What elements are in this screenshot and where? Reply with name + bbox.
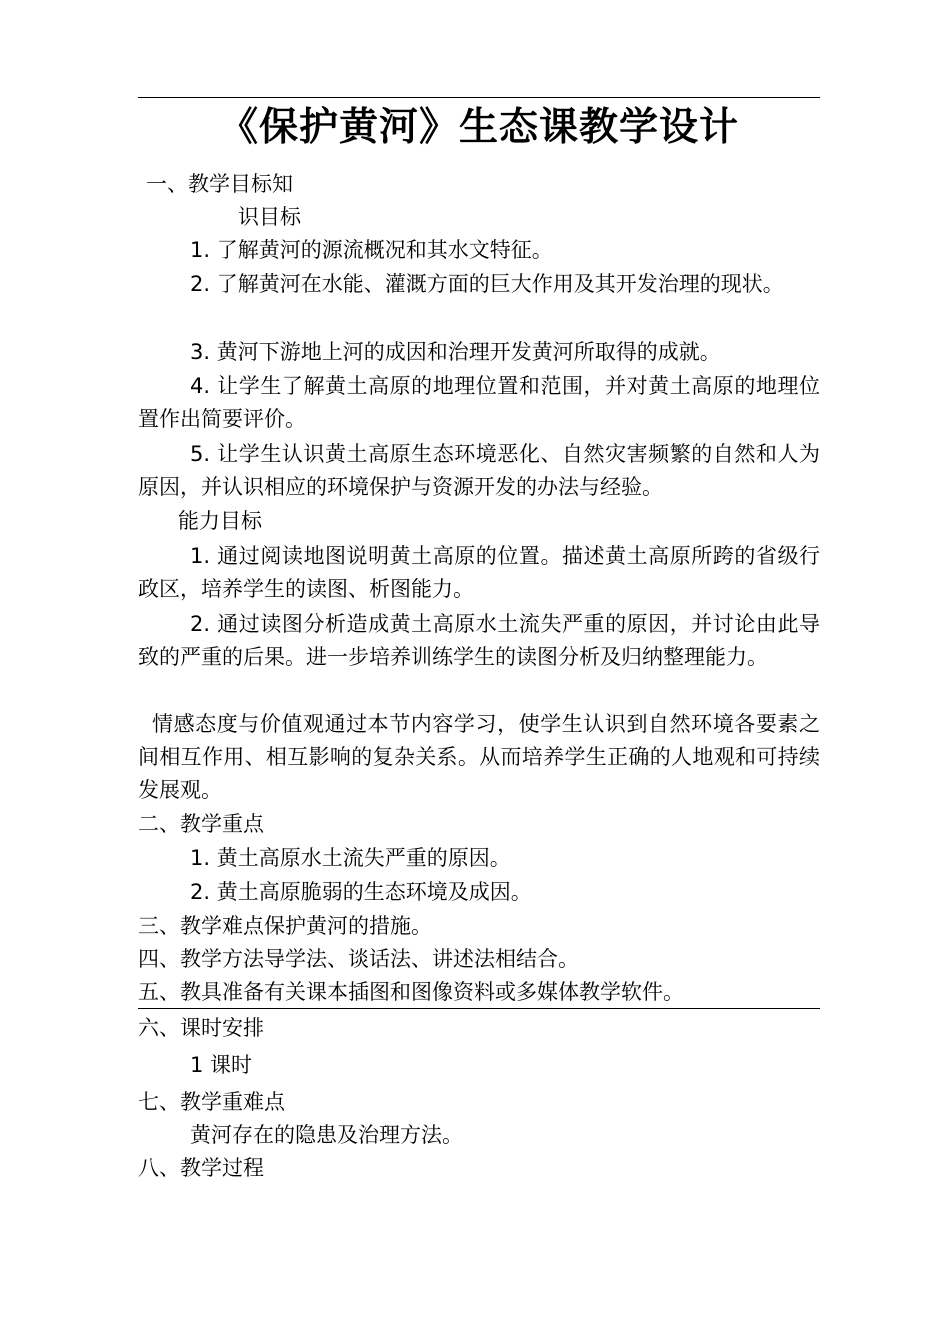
section-1-heading: 一、教学目标知 [146,172,293,196]
key-difficulty-content: 黄河存在的隐患及治理方法。 [190,1123,463,1147]
key-point-2: 2. 黄土高原脆弱的生态环境及成因。 [190,880,532,904]
section-6-heading: 六、课时安排 [138,1016,264,1040]
section-3-heading: 三、教学难点保护黄河的措施。 [138,914,432,938]
section-4-heading: 四、教学方法导学法、谈话法、讲述法相结合。 [138,947,579,971]
section-2-heading: 二、教学重点 [138,812,264,836]
section-5-heading: 五、教具准备有关课本插图和图像资料或多媒体教学软件。 [138,980,684,1004]
lesson-hours: 1 课时 [190,1053,253,1077]
knowledge-goal-4: 4. 让学生了解黄土高原的地理位置和范围，并对黄土高原的地理位置作出简要评价。 [138,374,820,431]
section-7-heading: 七、教学重难点 [138,1090,285,1114]
emotion-goal: 情感态度与价值观通过本节内容学习，使学生认识到自然环境各要素之间相互作用、相互影响的复杂关系。从而培养学生正确的人地观和可持续发展观。 [138,712,820,802]
knowledge-goal-1: 1. 了解黄河的源流概况和其水文特征。 [190,238,553,262]
knowledge-goal-3: 3. 黄河下游地上河的成因和治理开发黄河所取得的成就。 [190,340,721,364]
knowledge-goal-2: 2. 了解黄河在水能、灌溉方面的巨大作用及其开发治理的现状。 [190,272,784,296]
ability-goals-label: 能力目标 [178,509,262,533]
knowledge-goals-label: 识目标 [238,205,301,229]
ability-goal-1: 1. 通过阅读地图说明黄土高原的位置。描述黄土高原所跨的省级行政区，培养学生的读图、析图能力。 [138,544,820,601]
key-point-1: 1. 黄土高原水土流失严重的原因。 [190,846,511,870]
document-title: 《保护黄河》生态课教学设计 [218,105,739,150]
section-8-heading: 八、教学过程 [138,1156,264,1180]
ability-goal-2: 2. 通过读图分析造成黄土高原水土流失严重的原因，并讨论由此导致的严重的后果。进一步培养训练学生的读图分析及归纳整理能力。 [138,612,820,669]
knowledge-goal-5: 5. 让学生认识黄土高原生态环境恶化、自然灾害频繁的自然和人为原因，并认识相应的环境保护与资源开发的办法与经验。 [138,442,820,499]
middle-rule [138,1008,820,1009]
